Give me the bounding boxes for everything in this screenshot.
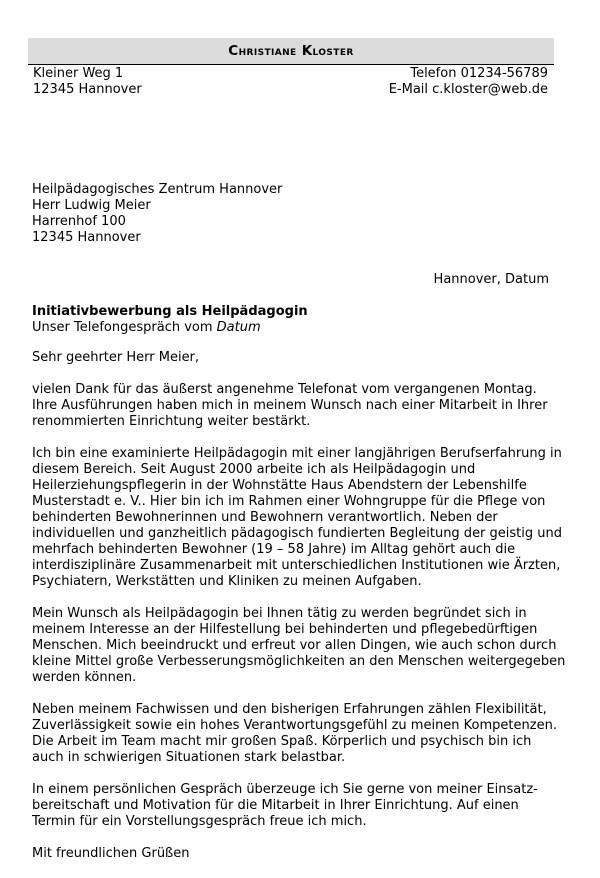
paragraph [32, 382, 552, 430]
salutation: Sehr geehrter Herr Meier, [32, 350, 200, 365]
text-line: Termin für ein Vorstellungsgespräch freue ich mich. [32, 814, 367, 829]
text-line: Heilerziehungspflegerin in der Wohnstätte Haus Abendstern der Lebenshilfe [32, 478, 527, 493]
text-line: kleine Mittel große Verbesserungsmöglichkeiten an den Menschen weitergegeben [32, 654, 566, 669]
paragraph [32, 446, 562, 590]
text-line: Ich bin eine examinierte Heilpädagogin mit einer langjährigen Berufserfahrung in [32, 446, 562, 461]
text-line: renommierten Einrichtung weiter bestärkt. [32, 414, 311, 429]
text-line: Menschen. Mich beeindruckt und erfreut vor allen Dingen, wie auch schon durch [32, 638, 557, 653]
text-line: Psychiatern, Werkstätten und Kliniken zu meinen Aufgaben. [32, 574, 422, 589]
text-line: interdisziplinäre Zusammenarbeit mit unterschiedlichen Institutionen wie Ärzten, [32, 558, 561, 573]
text-line: werden können. [32, 670, 137, 685]
text-line: diesem Bereich. Seit August 2000 arbeite ich als Heilpädagogin und [32, 462, 476, 477]
recipient-line: 12345 Hannover [32, 230, 141, 245]
sender-city: 12345 Hannover [33, 82, 142, 97]
text-line: Mein Wunsch als Heilpädagogin bei Ihnen tätig zu werden begründet sich in [32, 606, 527, 621]
sender-name: Christiane Kloster [228, 43, 354, 59]
text-line: vielen Dank für das äußerst angenehme Telefonat vom vergangenen Montag. [32, 382, 537, 397]
subject-reference-prefix: Unser Telefongespräch vom [32, 320, 217, 335]
paragraph [32, 606, 566, 686]
letterhead-bar [28, 38, 554, 65]
recipient-address [32, 182, 282, 246]
text-line: Die Arbeit im Team macht mir großen Spaß. Körperlich und psychisch bin ich [32, 734, 532, 749]
letter-body [32, 350, 566, 878]
sender-contact [389, 66, 548, 98]
sender-address [33, 66, 142, 98]
text-line: Musterstadt e. V.. Hier bin ich im Rahmen einer Wohngruppe für die Pflege von [32, 494, 546, 509]
paragraph [32, 702, 557, 766]
text-line: behinderten Bewohnerinnen und Bewohnern verantwortlich. Neben der [32, 510, 498, 525]
text-line: individuellen und ganzheitlich pädagogisch fundierten Begleitung der geistig und [32, 526, 562, 541]
paragraph [32, 782, 552, 830]
text-line: Neben meinem Fachwissen und den bisherigen Erfahrungen zählen Flexibilität, [32, 702, 547, 717]
recipient-line: Herr Ludwig Meier [32, 198, 151, 213]
subject-reference-date: Datum [216, 320, 261, 335]
subject-reference [32, 320, 308, 336]
closing: Mit freundlichen Grüßen [32, 846, 190, 861]
subject-title: Initiativbewerbung als Heilpädagogin [32, 304, 308, 319]
letter-date: Hannover, Datum [433, 272, 549, 287]
text-line: auch in schwierigen Situationen stark belastbar. [32, 750, 346, 765]
sender-email: E-Mail c.kloster@web.de [388, 82, 548, 97]
text-line: mehrfach behinderten Bewohner (19 – 58 Jahre) im Alltag gehört auch die [32, 542, 516, 557]
sender-street: Kleiner Weg 1 [33, 66, 124, 81]
text-line: In einem persönlichen Gespräch überzeuge ich Sie gerne von meiner Einsatz- [32, 782, 538, 797]
text-line: Ihre Ausführungen haben mich in meinem Wunsch nach einer Mitarbeit in Ihrer [32, 398, 548, 413]
sender-phone: Telefon 01234-56789 [410, 66, 548, 81]
recipient-line: Heilpädagogisches Zentrum Hannover [32, 182, 283, 197]
subject-block [32, 304, 308, 336]
text-line: Zuverlässigkeit sowie ein hohes Verantwortungsgefühl zu meinen Kompetenzen. [32, 718, 557, 733]
text-line: meinem Interesse an der Hilfestellung bei behinderten und pflegebedürftigen [32, 622, 538, 637]
text-line: bereitschaft und Motivation für die Mitarbeit in Ihrer Einrichtung. Auf einen [32, 798, 519, 813]
recipient-line: Harrenhof 100 [32, 214, 126, 229]
